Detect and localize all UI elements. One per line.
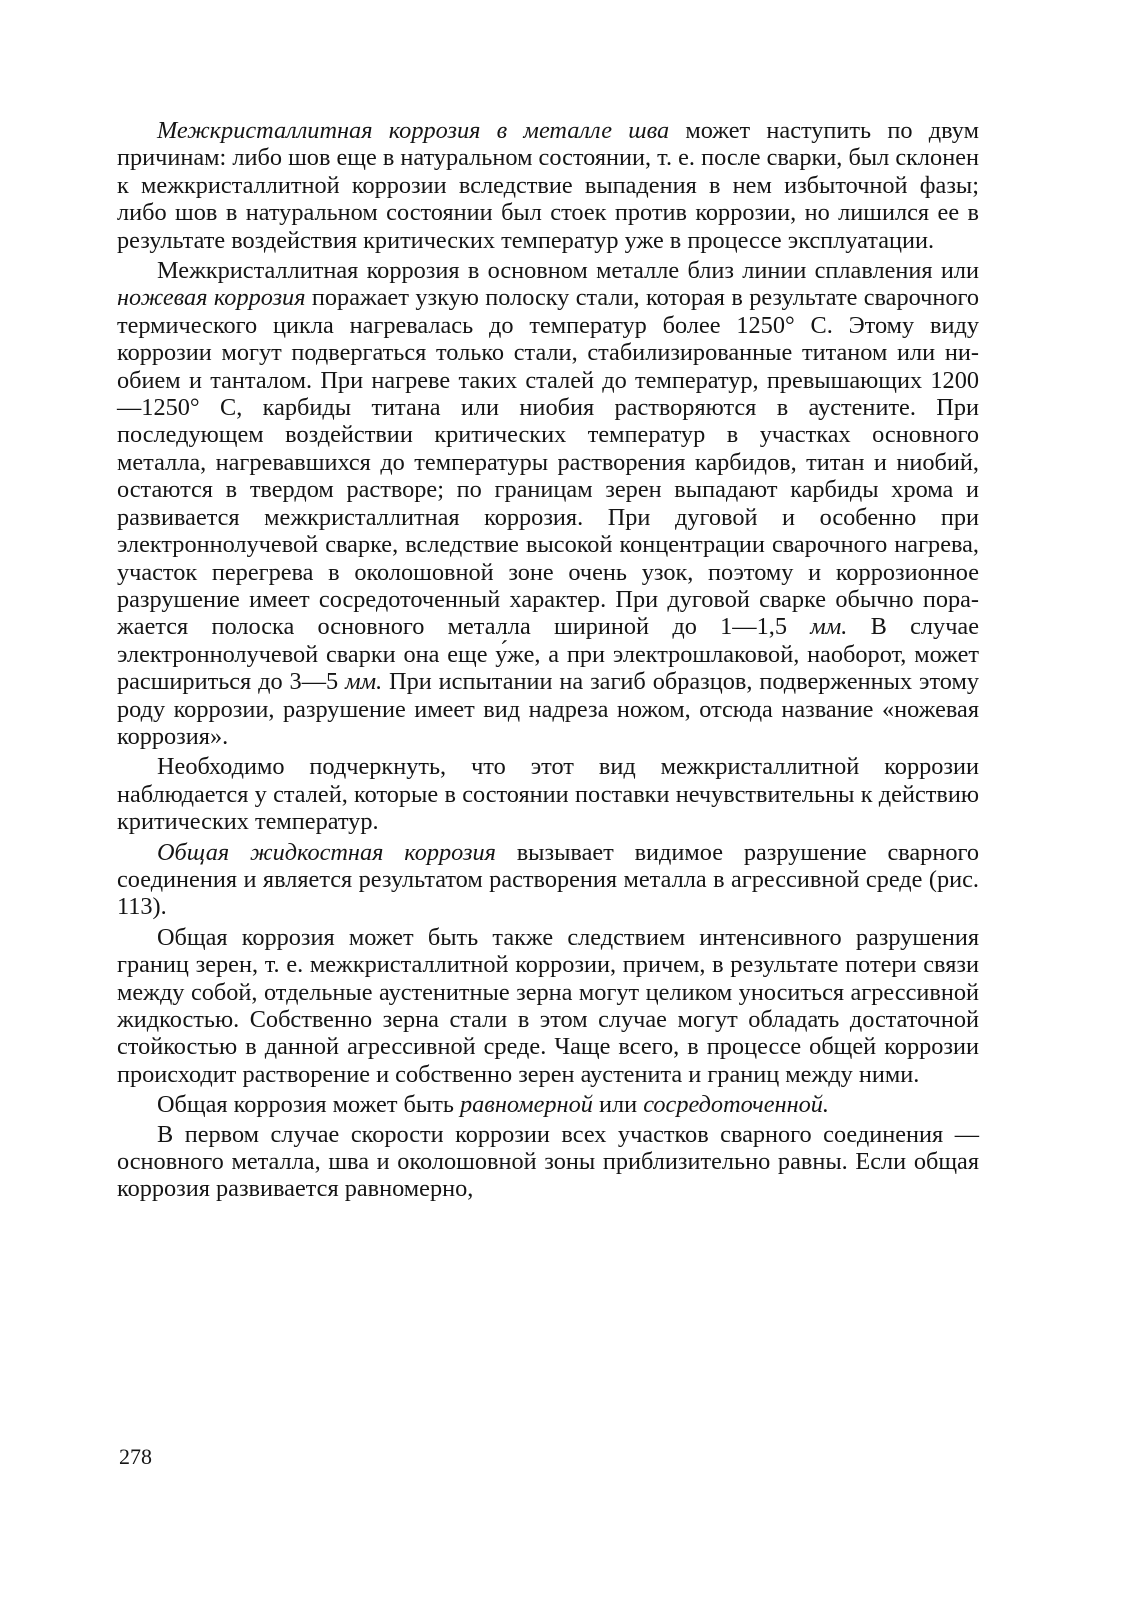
paragraph-intergranular-weld-metal [117, 117, 979, 254]
text-run: может наступить по двум причинам: либо шов еще в натуральном состоянии, т. е. после сварки, был склонен к межкристаллитной коррозии вследствие выпадения в нем избыточной фазы; либо шов в натуральном состоянии был стоек против коррозии, но лишился ее в результате воздействия критических температур уже в процессе эксплуатации. [117, 117, 979, 254]
emphasized-term: ножевая коррозия [117, 284, 306, 312]
text-run: Межкристаллитная коррозия в основном металле близ линии сплавления или [157, 257, 979, 285]
page-number: 278 [119, 1444, 152, 1469]
paragraph-uniform-or-concentrated [117, 1091, 979, 1118]
paragraph-emphasis-note [117, 753, 979, 835]
paragraph-grain-boundary-destruction [117, 924, 979, 1088]
emphasized-term: мм. [345, 668, 383, 696]
paragraph-general-liquid-corrosion [117, 839, 979, 921]
text-run: При испытании на загиб образцов, подверженных этому роду коррозии, разрушение имеет вид надреза ножом, отсюда название «ножевая коррозия». [117, 668, 979, 750]
text-run: вызывает видимое разрушение сварного соединения и является результатом растворения металла в агрессивной среде (рис. 113). [117, 838, 979, 921]
emphasized-term: равномерной [460, 1091, 593, 1119]
text-run: или [592, 1091, 644, 1119]
emphasized-term: мм. [810, 613, 848, 641]
text-run: В случае электроннолучевой сварки она еще у́же, а при электрошлаковой, наоборот, может расшириться до 3—5 [117, 613, 979, 696]
emphasized-term: Межкристаллитная коррозия в металле шва [157, 117, 670, 144]
paragraph-knife-line-corrosion [117, 257, 979, 750]
body-text [117, 117, 979, 1203]
paragraph-uniform-case [117, 1121, 979, 1203]
emphasized-term: сосредоточенной. [643, 1091, 830, 1119]
text-run: Необходимо подчеркнуть, что этот вид межкристаллитной коррозии наблюдается у сталей, которые в состоянии поставки нечувствительны к действию критических температур. [117, 753, 979, 836]
text-run: В первом случае скорости коррозии всех участков сварного соединения — основного металла, шва и околошовной зоны приблизительно равны. Если общая коррозия развивается равномерно, [117, 1120, 979, 1203]
emphasized-term: Общая жидкостная коррозия [157, 838, 496, 866]
text-run: поражает узкую полоску стали, которая в результате сварочного термического цикла нагревалась до температур более 1250° С. Этому виду коррозии могут подвергаться только стали, стабилизированные титаном или ниобием и танталом. При нагреве таких сталей до температур, превышающих 1200—1250° С, карбиды титана или ниобия растворяются в аустените. При последующем воздействии критических температур в участках основного металла, нагревавшихся до температуры растворения карбидов, титан и ниобий, остаются в твердом растворе; по границам зерен выпадают карбиды хрома и развивается межкристаллитная коррозия. При дуговой и особенно при электроннолучевой сварке, вследствие высокой концентрации сварочного нагрева, участок перегрева в околошовной зоне очень узок, поэтому и коррозионное разрушение имеет сосредоточенный характер. При дуговой сварке обычно поражается полоска основного металла шириной до 1—1,5 [117, 284, 980, 641]
text-run: Общая коррозия может быть [157, 1091, 460, 1119]
text-run: Общая коррозия может быть также следствием интенсивного разрушения границ зерен, т. е. межкристаллитной коррозии, причем, в результате потери связи между собой, отдельные аустенитные зерна могут целиком уноситься агрессивной жидкостью. Собственно зерна стали в этом случае могут обладать достаточной стойкостью в данной агрессивной среде. Чаще всего, в процессе общей коррозии происходит растворение и собственно зерен аустенита и границ между ними. [117, 923, 979, 1088]
